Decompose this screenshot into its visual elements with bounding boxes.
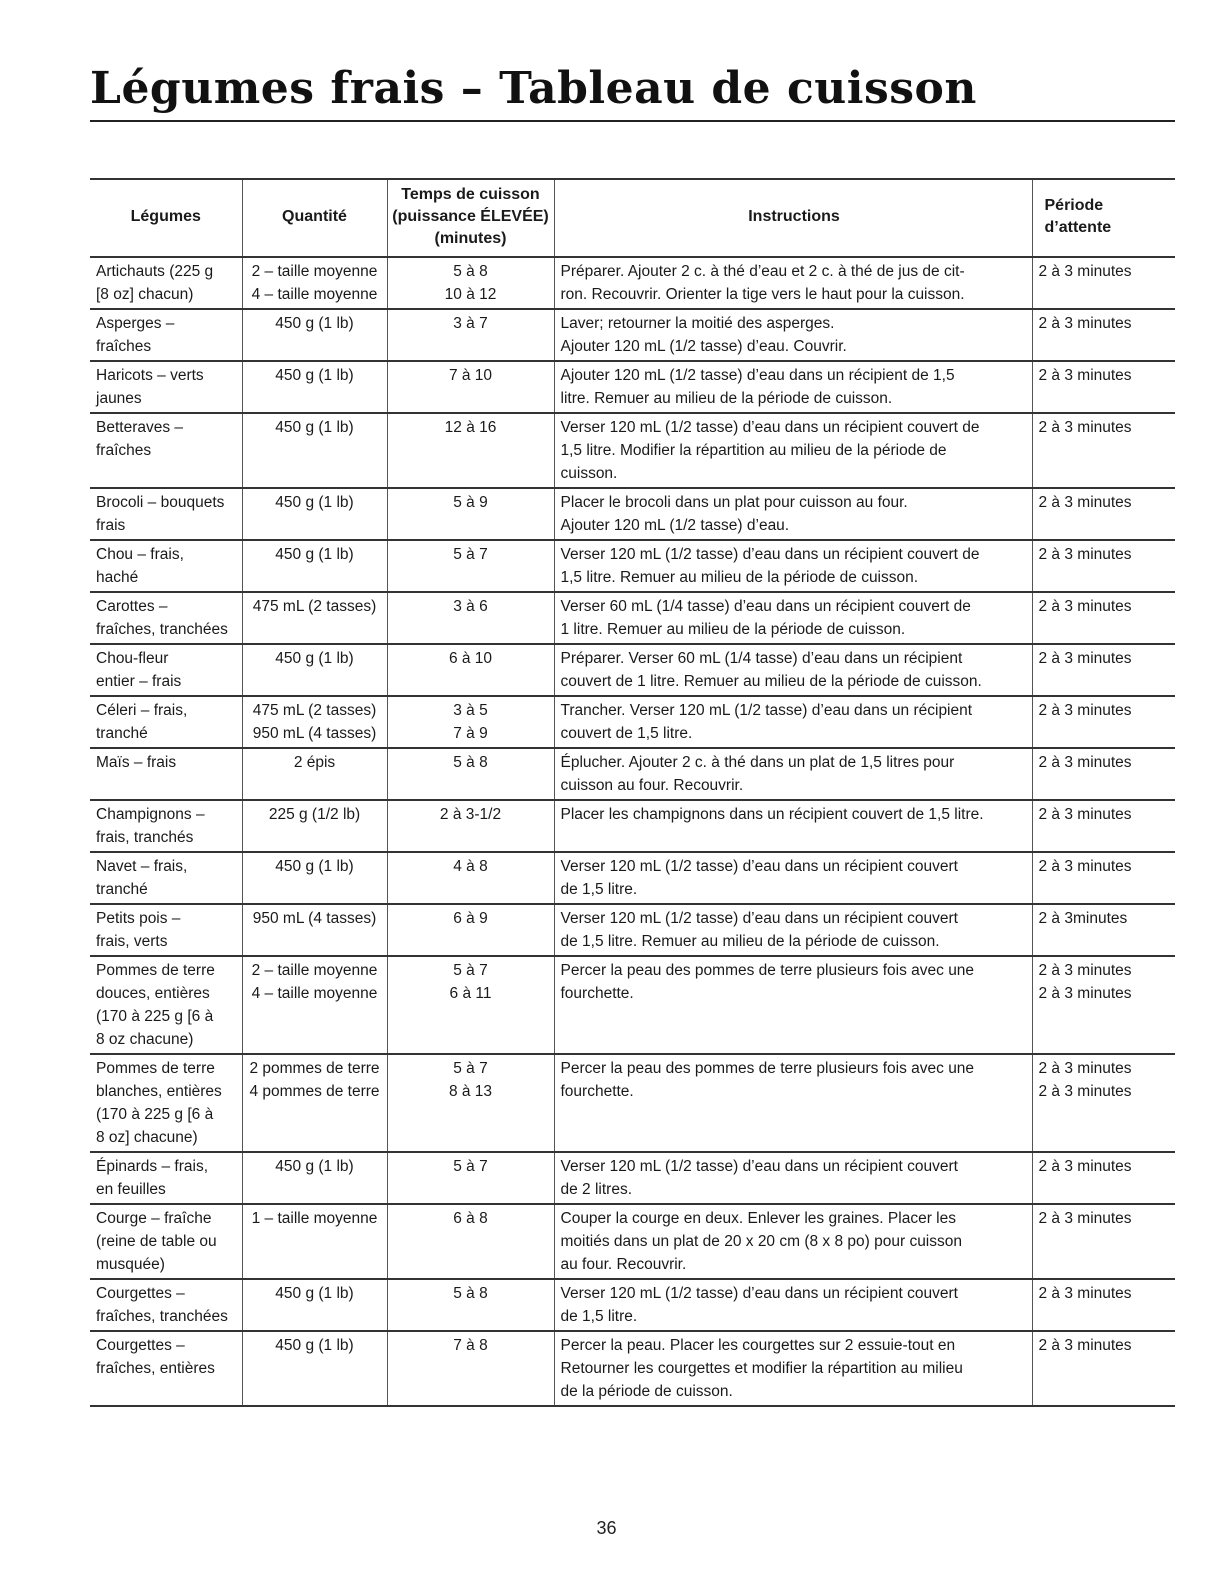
cell-line: 450 g (1 lb)	[275, 1158, 354, 1175]
cell-line: (puissance ÉLEVÉE)	[392, 208, 549, 225]
cell-line: 2 à 3 minutes	[1038, 985, 1132, 1002]
cell-line: Verser 120 mL (1/2 tasse) d’eau dans un récipient couvert	[560, 910, 958, 927]
cell-line: Instructions	[748, 208, 840, 225]
cell-line: 1,5 litre. Remuer au milieu de la période de cuisson.	[560, 569, 919, 586]
cell-line: Verser 120 mL (1/2 tasse) d’eau dans un récipient couvert	[560, 858, 958, 875]
cell-line: Maïs – frais	[96, 754, 177, 771]
standing-time-cell	[1032, 540, 1175, 592]
table-row	[90, 1054, 1175, 1152]
table-row	[90, 1279, 1175, 1331]
cell-line: 5 à 8	[453, 1285, 488, 1302]
instructions-cell	[554, 904, 1032, 956]
quantity-cell	[242, 309, 387, 361]
cell-line: entier – frais	[96, 673, 182, 690]
cell-line: 6 à 10	[448, 650, 493, 667]
cell-line: frais	[96, 517, 126, 534]
cooking-time-cell	[387, 361, 554, 413]
cell-line: 450 g (1 lb)	[275, 546, 354, 563]
instructions-cell	[554, 413, 1032, 488]
cooking-time-cell	[387, 592, 554, 644]
cell-line: Navet – frais,	[96, 858, 188, 875]
cell-line: 2 à 3 minutes	[1038, 858, 1132, 875]
cell-line: fraîches, entières	[96, 1360, 215, 1377]
cell-line: 2 à 3 minutes	[1038, 598, 1132, 615]
cell-line: fourchette.	[560, 1083, 634, 1100]
cell-line: Épinards – frais,	[96, 1158, 208, 1175]
cell-line: 450 g (1 lb)	[275, 315, 354, 332]
cell-line: 1 – taille moyenne	[251, 1210, 378, 1227]
cell-line: Carottes –	[96, 598, 168, 615]
cell-line: Percer la peau des pommes de terre plusieurs fois avec une	[560, 962, 975, 979]
instructions-cell	[554, 696, 1032, 748]
cell-line: Verser 120 mL (1/2 tasse) d’eau dans un récipient couvert	[560, 1158, 958, 1175]
cell-line: 2 à 3 minutes	[1038, 650, 1132, 667]
cell-line: (170 à 225 g [6 à	[96, 1008, 214, 1025]
cell-line: 2 à 3 minutes	[1038, 315, 1132, 332]
cell-line: 2 à 3 minutes	[1038, 1158, 1132, 1175]
vegetable-cell	[90, 748, 242, 800]
header-cooking-time	[387, 179, 554, 257]
cell-line: 6 à 11	[449, 985, 492, 1002]
cell-line: 5 à 7	[453, 546, 488, 563]
cell-line: Betteraves –	[96, 419, 184, 436]
quantity-cell	[242, 1152, 387, 1204]
header-instructions	[554, 179, 1032, 257]
cell-line: 2 à 3 minutes	[1038, 1210, 1132, 1227]
cell-line: 2 à 3 minutes	[1038, 806, 1132, 823]
quantity-cell	[242, 592, 387, 644]
quantity-cell	[242, 413, 387, 488]
cell-line: douces, entières	[96, 985, 210, 1002]
cell-line: 450 g (1 lb)	[275, 1337, 354, 1354]
cell-line: fraîches	[96, 442, 152, 459]
vegetable-cell	[90, 800, 242, 852]
instructions-cell	[554, 361, 1032, 413]
standing-time-cell	[1032, 644, 1175, 696]
cell-line: en feuilles	[96, 1181, 166, 1198]
quantity-cell	[242, 696, 387, 748]
cell-line: Préparer. Verser 60 mL (1/4 tasse) d’eau dans un récipient	[560, 650, 963, 667]
cell-line: cuisson au four. Recouvrir.	[560, 777, 744, 794]
cooking-chart-table	[90, 178, 1175, 1407]
quantity-cell	[242, 904, 387, 956]
cooking-time-cell	[387, 800, 554, 852]
vegetable-cell	[90, 309, 242, 361]
cell-line: Ajouter 120 mL (1/2 tasse) d’eau. Couvrir.	[560, 338, 847, 355]
vegetable-cell	[90, 592, 242, 644]
cell-line: d’attente	[1044, 219, 1112, 236]
cell-line: 1 litre. Remuer au milieu de la période de cuisson.	[560, 621, 906, 638]
table-row	[90, 956, 1175, 1054]
cell-line: [8 oz] chacun)	[96, 286, 194, 303]
cell-line: 2 à 3 minutes	[1038, 1083, 1132, 1100]
instructions-cell	[554, 488, 1032, 540]
quantity-cell	[242, 1279, 387, 1331]
instructions-cell	[554, 1204, 1032, 1279]
cell-line: de 1,5 litre.	[560, 1308, 638, 1325]
cell-line: 450 g (1 lb)	[275, 419, 354, 436]
table-row	[90, 413, 1175, 488]
standing-time-cell	[1032, 309, 1175, 361]
table-row	[90, 361, 1175, 413]
cell-line: Haricots – verts	[96, 367, 204, 384]
instructions-cell	[554, 309, 1032, 361]
quantity-cell	[242, 1054, 387, 1152]
cell-line: 4 – taille moyenne	[251, 286, 378, 303]
standing-time-cell	[1032, 1331, 1175, 1406]
cell-line: couvert de 1,5 litre.	[560, 725, 693, 742]
vegetable-cell	[90, 1204, 242, 1279]
vegetable-cell	[90, 540, 242, 592]
quantity-cell	[242, 1204, 387, 1279]
cooking-time-cell	[387, 488, 554, 540]
standing-time-cell	[1032, 1204, 1175, 1279]
cell-line: 950 mL (4 tasses)	[252, 725, 377, 742]
cell-line: (170 à 225 g [6 à	[96, 1106, 214, 1123]
cell-line: 5 à 8	[453, 263, 488, 280]
cell-line: 10 à 12	[444, 286, 497, 303]
cell-line: Retourner les courgettes et modifier la répartition au milieu	[560, 1360, 963, 1377]
cell-line: 475 mL (2 tasses)	[252, 702, 377, 719]
cell-line: fraîches, tranchées	[96, 621, 228, 638]
cell-line: moitiés dans un plat de 20 x 20 cm (8 x 8 po) pour cuisson	[560, 1233, 962, 1250]
quantity-cell	[242, 956, 387, 1054]
vegetable-cell	[90, 956, 242, 1054]
cell-line: 7 à 8	[453, 1337, 488, 1354]
cell-line: Placer les champignons dans un récipient couvert de 1,5 litre.	[560, 806, 984, 823]
header-vegetable	[90, 179, 242, 257]
cell-line: 2 à 3 minutes	[1038, 702, 1132, 719]
vegetable-cell	[90, 361, 242, 413]
quantity-cell	[242, 488, 387, 540]
table-row	[90, 852, 1175, 904]
cell-line: 7 à 10	[448, 367, 493, 384]
table-row	[90, 309, 1175, 361]
cell-line: frais, verts	[96, 933, 168, 950]
cell-line: 5 à 8	[453, 754, 488, 771]
cell-line: haché	[96, 569, 139, 586]
cell-line: Céleri – frais,	[96, 702, 188, 719]
cell-line: musquée)	[96, 1256, 165, 1273]
cell-line: 3 à 7	[453, 315, 488, 332]
cell-line: 8 oz] chacune)	[96, 1129, 198, 1146]
cooking-time-cell	[387, 852, 554, 904]
cell-line: litre. Remuer au milieu de la période de cuisson.	[560, 390, 893, 407]
standing-time-cell	[1032, 592, 1175, 644]
page-number: 36	[596, 1518, 617, 1538]
cell-line: 2 à 3 minutes	[1038, 367, 1132, 384]
cell-line: Chou – frais,	[96, 546, 184, 563]
cell-line: 2 à 3 minutes	[1038, 263, 1132, 280]
cell-line: 6 à 8	[453, 1210, 488, 1227]
cell-line: 2 à 3 minutes	[1038, 546, 1132, 563]
cooking-time-cell	[387, 413, 554, 488]
cell-line: Placer le brocoli dans un plat pour cuisson au four.	[560, 494, 908, 511]
cell-line: 7 à 9	[453, 725, 488, 742]
cell-line: 2 à 3minutes	[1038, 910, 1128, 927]
standing-time-cell	[1032, 852, 1175, 904]
cell-line: 2 pommes de terre	[249, 1060, 380, 1077]
cell-line: 5 à 7	[453, 1158, 488, 1175]
cell-line: Ajouter 120 mL (1/2 tasse) d’eau.	[560, 517, 790, 534]
cell-line: 2 à 3 minutes	[1038, 419, 1132, 436]
instructions-cell	[554, 1279, 1032, 1331]
vegetable-cell	[90, 852, 242, 904]
cell-line: 450 g (1 lb)	[275, 494, 354, 511]
table-row	[90, 1331, 1175, 1406]
cell-line: 450 g (1 lb)	[275, 858, 354, 875]
instructions-cell	[554, 748, 1032, 800]
instructions-cell	[554, 852, 1032, 904]
cell-line: 475 mL (2 tasses)	[252, 598, 377, 615]
cell-line: Éplucher. Ajouter 2 c. à thé dans un plat de 1,5 litres pour	[560, 754, 955, 771]
standing-time-cell	[1032, 488, 1175, 540]
cell-line: blanches, entières	[96, 1083, 222, 1100]
cell-line: 450 g (1 lb)	[275, 367, 354, 384]
cell-line: 3 à 6	[453, 598, 488, 615]
cell-line: 5 à 7	[453, 962, 488, 979]
cell-line: Pommes de terre	[96, 962, 215, 979]
standing-time-cell	[1032, 257, 1175, 309]
quantity-cell	[242, 361, 387, 413]
table-row	[90, 800, 1175, 852]
cell-line: Petits pois –	[96, 910, 181, 927]
cooking-time-cell	[387, 1054, 554, 1152]
cooking-time-cell	[387, 1279, 554, 1331]
cooking-time-cell	[387, 1331, 554, 1406]
cooking-time-cell	[387, 956, 554, 1054]
instructions-cell	[554, 956, 1032, 1054]
quantity-cell	[242, 257, 387, 309]
cell-line: Temps de cuisson	[401, 186, 540, 203]
cell-line: au four. Recouvrir.	[560, 1256, 687, 1273]
vegetable-cell	[90, 644, 242, 696]
table-row	[90, 540, 1175, 592]
table-row	[90, 904, 1175, 956]
quantity-cell	[242, 748, 387, 800]
cell-line: Laver; retourner la moitié des asperges.	[560, 315, 835, 332]
vegetable-cell	[90, 413, 242, 488]
cooking-time-cell	[387, 1152, 554, 1204]
cell-line: Préparer. Ajouter 2 c. à thé d’eau et 2 c. à thé de jus de cit-	[560, 263, 965, 280]
cell-line: 4 à 8	[453, 858, 488, 875]
cell-line: Percer la peau des pommes de terre plusieurs fois avec une	[560, 1060, 975, 1077]
cell-line: tranché	[96, 725, 148, 742]
cell-line: 950 mL (4 tasses)	[252, 910, 377, 927]
vegetable-cell	[90, 1054, 242, 1152]
cell-line: Verser 120 mL (1/2 tasse) d’eau dans un récipient couvert	[560, 1285, 958, 1302]
cell-line: Champignons –	[96, 806, 205, 823]
cooking-time-cell	[387, 1204, 554, 1279]
standing-time-cell	[1032, 1152, 1175, 1204]
cell-line: fourchette.	[560, 985, 634, 1002]
cell-line: fraîches	[96, 338, 152, 355]
cell-line: 2 – taille moyenne	[251, 962, 378, 979]
instructions-cell	[554, 1331, 1032, 1406]
cell-line: 5 à 9	[453, 494, 488, 511]
cell-line: 450 g (1 lb)	[275, 650, 354, 667]
instructions-cell	[554, 592, 1032, 644]
cell-line: de 1,5 litre.	[560, 881, 638, 898]
standing-time-cell	[1032, 748, 1175, 800]
cell-line: Couper la courge en deux. Enlever les graines. Placer les	[560, 1210, 956, 1227]
instructions-cell	[554, 257, 1032, 309]
table-row	[90, 644, 1175, 696]
cell-line: Quantité	[282, 208, 347, 225]
header-quantity	[242, 179, 387, 257]
table-row	[90, 696, 1175, 748]
cell-line: 2 à 3 minutes	[1038, 1060, 1132, 1077]
cell-line: 2 à 3 minutes	[1038, 494, 1132, 511]
cell-line: Trancher. Verser 120 mL (1/2 tasse) d’eau dans un récipient	[560, 702, 973, 719]
table-row	[90, 592, 1175, 644]
cell-line: 3 à 5	[453, 702, 488, 719]
cell-line: Ajouter 120 mL (1/2 tasse) d’eau dans un récipient de 1,5	[560, 367, 955, 384]
cell-line: 2 – taille moyenne	[251, 263, 378, 280]
cell-line: tranché	[96, 881, 148, 898]
standing-time-cell	[1032, 361, 1175, 413]
instructions-cell	[554, 1152, 1032, 1204]
cooking-time-cell	[387, 696, 554, 748]
cell-line: fraîches, tranchées	[96, 1308, 228, 1325]
standing-time-cell	[1032, 696, 1175, 748]
cell-line: 5 à 7	[453, 1060, 488, 1077]
instructions-cell	[554, 800, 1032, 852]
vegetable-cell	[90, 1279, 242, 1331]
quantity-cell	[242, 852, 387, 904]
cell-line: 8 oz chacune)	[96, 1031, 194, 1048]
cell-line: 6 à 9	[453, 910, 488, 927]
standing-time-cell	[1032, 904, 1175, 956]
cooking-time-cell	[387, 904, 554, 956]
cell-line: Asperges –	[96, 315, 175, 332]
cell-line: 450 g (1 lb)	[275, 1285, 354, 1302]
cell-line: Brocoli – bouquets	[96, 494, 225, 511]
vegetable-cell	[90, 488, 242, 540]
standing-time-cell	[1032, 956, 1175, 1054]
table-row	[90, 1204, 1175, 1279]
header-standing-time	[1032, 179, 1175, 257]
quantity-cell	[242, 540, 387, 592]
cell-line: 2 à 3 minutes	[1038, 1285, 1132, 1302]
cell-line: (minutes)	[434, 230, 507, 247]
cell-line: Artichauts (225 g	[96, 263, 214, 280]
cell-line: jaunes	[96, 390, 142, 407]
cell-line: 2 à 3 minutes	[1038, 1337, 1132, 1354]
cell-line: frais, tranchés	[96, 829, 194, 846]
table-header-row	[90, 179, 1175, 257]
cell-line: (reine de table ou	[96, 1233, 217, 1250]
cell-line: Verser 120 mL (1/2 tasse) d’eau dans un récipient couvert de	[560, 546, 980, 563]
cell-line: Courgettes –	[96, 1285, 185, 1302]
page-title: Légumes frais – Tableau de cuisson	[90, 62, 1175, 122]
cooking-time-cell	[387, 309, 554, 361]
cooking-time-cell	[387, 540, 554, 592]
vegetable-cell	[90, 1152, 242, 1204]
vegetable-cell	[90, 257, 242, 309]
standing-time-cell	[1032, 413, 1175, 488]
cell-line: 8 à 13	[448, 1083, 493, 1100]
cell-line: couvert de 1 litre. Remuer au milieu de la période de cuisson.	[560, 673, 982, 690]
standing-time-cell	[1032, 800, 1175, 852]
cooking-time-cell	[387, 257, 554, 309]
table-row	[90, 488, 1175, 540]
cell-line: 2 à 3 minutes	[1038, 754, 1132, 771]
instructions-cell	[554, 540, 1032, 592]
vegetable-cell	[90, 904, 242, 956]
cell-line: 4 – taille moyenne	[251, 985, 378, 1002]
table-row	[90, 257, 1175, 309]
cell-line: de la période de cuisson.	[560, 1383, 733, 1400]
table-body	[90, 257, 1175, 1406]
cell-line: Verser 60 mL (1/4 tasse) d’eau dans un récipient couvert de	[560, 598, 971, 615]
table-row	[90, 748, 1175, 800]
cell-line: 4 pommes de terre	[249, 1083, 380, 1100]
cell-line: 1,5 litre. Modifier la répartition au milieu de la période de	[560, 442, 947, 459]
cell-line: de 1,5 litre. Remuer au milieu de la période de cuisson.	[560, 933, 940, 950]
cell-line: Courgettes –	[96, 1337, 185, 1354]
cell-line: cuisson.	[560, 465, 618, 482]
cell-line: Courge – fraîche	[96, 1210, 212, 1227]
standing-time-cell	[1032, 1279, 1175, 1331]
cooking-time-cell	[387, 748, 554, 800]
quantity-cell	[242, 1331, 387, 1406]
cell-line: Percer la peau. Placer les courgettes sur 2 essuie-tout en	[560, 1337, 956, 1354]
cell-line: ron. Recouvrir. Orienter la tige vers le haut pour la cuisson.	[560, 286, 965, 303]
cell-line: 225 g (1/2 lb)	[268, 806, 361, 823]
cell-line: Légumes	[130, 208, 201, 225]
standing-time-cell	[1032, 1054, 1175, 1152]
cooking-time-cell	[387, 644, 554, 696]
cell-line: 2 à 3-1/2	[439, 806, 502, 823]
cell-line: Période	[1044, 197, 1104, 214]
cell-line: 12 à 16	[444, 419, 497, 436]
vegetable-cell	[90, 696, 242, 748]
cell-line: 2 épis	[293, 754, 336, 771]
instructions-cell	[554, 1054, 1032, 1152]
cell-line: Chou-fleur	[96, 650, 169, 667]
table-row	[90, 1152, 1175, 1204]
cell-line: 2 à 3 minutes	[1038, 962, 1132, 979]
vegetable-cell	[90, 1331, 242, 1406]
cell-line: Verser 120 mL (1/2 tasse) d’eau dans un récipient couvert de	[560, 419, 980, 436]
quantity-cell	[242, 644, 387, 696]
cell-line: Pommes de terre	[96, 1060, 215, 1077]
cell-line: de 2 litres.	[560, 1181, 633, 1198]
instructions-cell	[554, 644, 1032, 696]
quantity-cell	[242, 800, 387, 852]
